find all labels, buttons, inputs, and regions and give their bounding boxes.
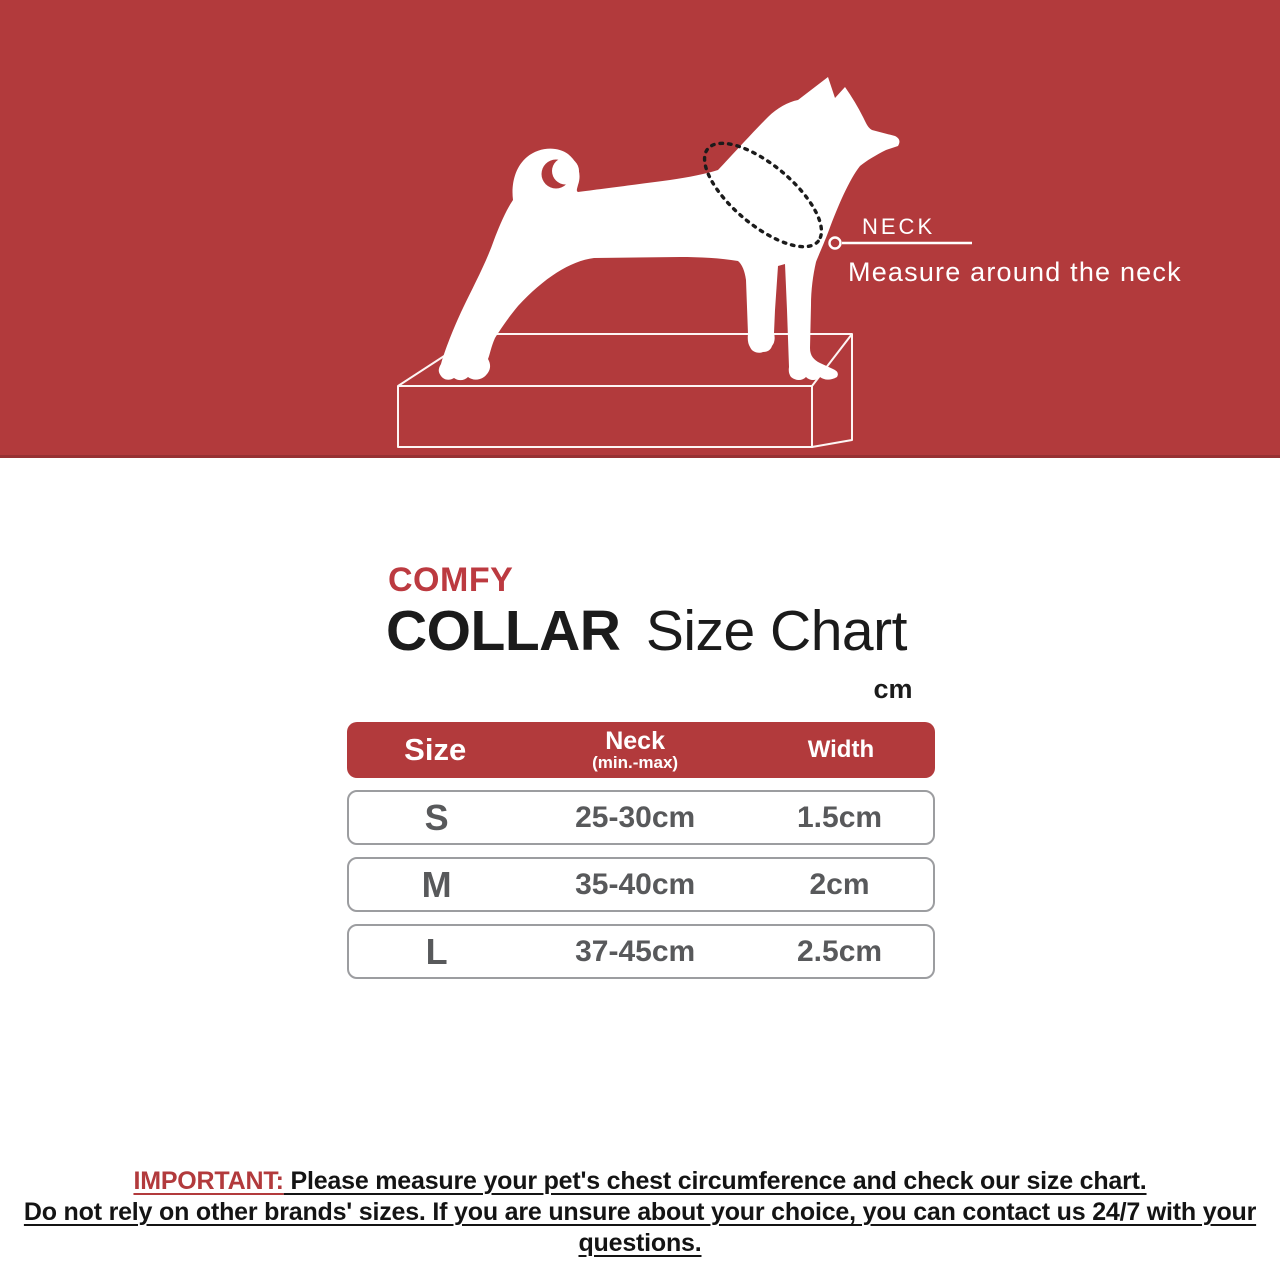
banner — [0, 0, 1280, 458]
brand-name: COMFY — [388, 561, 514, 599]
neck-callout — [830, 214, 1182, 287]
header-size: Size — [404, 732, 467, 767]
row-size-label: M — [421, 863, 452, 905]
neck-label: NECK — [862, 214, 936, 239]
important-note — [0, 1166, 1280, 1259]
neck-caption: Measure around the neck — [848, 257, 1182, 287]
row-width-value: 1.5cm — [796, 800, 883, 834]
page-title-product: COLLAR — [386, 599, 621, 663]
row-size-label: L — [425, 930, 448, 972]
important-note-line2-text: Do not rely on other brands' sizes. If you are unsure about your choice, you can contact us 24/7 with your questions. — [23, 1198, 1257, 1257]
table-row — [347, 790, 935, 845]
header-neck-sub: (min.-max) — [592, 753, 679, 773]
row-width-value: 2.5cm — [796, 934, 883, 968]
dog-measure-illustration — [0, 0, 1280, 455]
row-neck-value: 25-30cm — [575, 800, 696, 834]
important-note-line2 — [0, 1197, 1280, 1259]
page-title-suffix: Size Chart — [645, 599, 907, 663]
size-chart-table — [347, 722, 935, 979]
table-row — [347, 857, 935, 912]
callout-dot-icon — [830, 238, 841, 249]
important-note-line1-text: Please measure your pet's chest circumference and check our size chart. — [283, 1167, 1147, 1195]
row-width-value: 2cm — [809, 867, 870, 901]
header-width: Width — [807, 736, 875, 763]
unit-label: cm — [873, 674, 913, 704]
table-row — [347, 924, 935, 979]
important-note-line1 — [0, 1166, 1280, 1197]
row-size-label: S — [424, 796, 449, 838]
row-neck-value: 35-40cm — [575, 867, 696, 901]
table-header-row — [347, 722, 935, 778]
header-neck — [523, 726, 746, 773]
page-title — [386, 598, 907, 664]
important-label: IMPORTANT: — [133, 1167, 284, 1195]
row-neck-value: 37-45cm — [575, 934, 696, 968]
header-neck-main: Neck — [605, 726, 665, 755]
